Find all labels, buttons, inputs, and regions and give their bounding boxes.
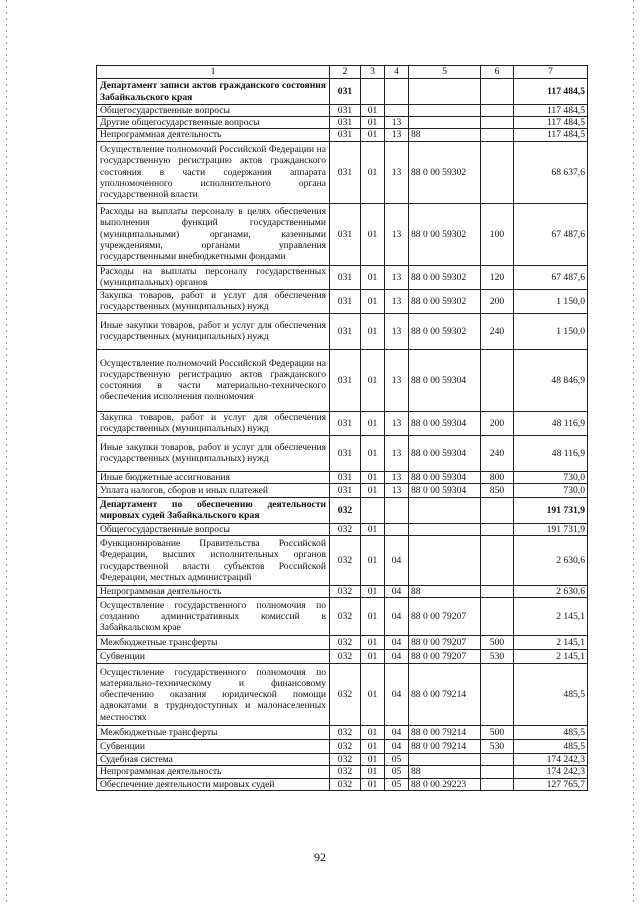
target-article-cell: 88 0 00 79214 (409, 664, 481, 726)
ministry-code-cell: 032 (330, 497, 361, 523)
amount-cell: 2 630,6 (514, 586, 588, 598)
target-article-cell: 88 0 00 79207 (409, 636, 481, 650)
ministry-code-cell: 031 (330, 265, 361, 289)
target-article-cell: 88 0 00 79214 (409, 726, 481, 740)
amount-cell: 191 731,9 (514, 523, 588, 535)
amount-cell: 127 765,7 (514, 778, 588, 790)
expense-type-cell (481, 766, 514, 778)
amount-cell: 48 116,9 (514, 411, 588, 435)
table-row (97, 740, 588, 754)
subsection-code-cell (385, 523, 409, 535)
table-row (97, 435, 588, 471)
ministry-code-cell: 031 (330, 349, 361, 411)
name-cell: Осуществление государственного полномочия по созданию административных комиссий в Забайкальском крае (97, 598, 330, 636)
table-row (97, 265, 588, 289)
section-code-cell: 01 (361, 766, 385, 778)
section-code-cell: 01 (361, 411, 385, 435)
expense-type-cell (481, 141, 514, 203)
target-article-cell (409, 117, 481, 129)
name-cell: Департамент записи актов гражданского состояния Забайкальского края (97, 79, 330, 105)
right-scan-edge (633, 0, 634, 905)
ministry-code-cell: 032 (330, 740, 361, 754)
expense-type-cell: 240 (481, 313, 514, 349)
section-code-cell: 01 (361, 313, 385, 349)
section-code-cell: 01 (361, 778, 385, 790)
section-code-cell: 01 (361, 536, 385, 586)
target-article-cell: 88 (409, 129, 481, 141)
name-cell: Иные закупки товаров, работ и услуг для обеспечения государственных (муниципальных) нужд (97, 435, 330, 471)
table-row (97, 636, 588, 650)
ministry-code-cell: 032 (330, 586, 361, 598)
ministry-code-cell: 032 (330, 536, 361, 586)
name-cell: Обеспечение деятельности мировых судей (97, 778, 330, 790)
target-article-cell (409, 536, 481, 586)
subsection-code-cell: 05 (385, 766, 409, 778)
subsection-code-cell: 04 (385, 586, 409, 598)
expense-type-cell: 530 (481, 650, 514, 664)
ministry-code-cell: 031 (330, 411, 361, 435)
header-cell-3: 3 (361, 66, 385, 79)
amount-cell: 1 150,0 (514, 289, 588, 313)
table-row (97, 471, 588, 483)
ministry-code-cell: 032 (330, 523, 361, 535)
name-cell: Осуществление полномочий Российской Федерации на государственную регистрацию актов гражданского состояния в части содержания аппарата уполномоченного исполнительного органа государственной власти (97, 141, 330, 203)
section-code-cell: 01 (361, 740, 385, 754)
ministry-code-cell: 031 (330, 129, 361, 141)
subsection-code-cell (385, 497, 409, 523)
section-code-cell: 01 (361, 265, 385, 289)
amount-cell: 117 484,5 (514, 79, 588, 105)
name-cell: Осуществление государственного полномочия по материально-техническому и финансовому обеспечению оказания юридической помощи адвокатами в труднодоступных и малонаселенных местностях (97, 664, 330, 726)
target-article-cell: 88 0 00 59304 (409, 471, 481, 483)
header-cell-7: 7 (514, 66, 588, 79)
subsection-code-cell: 13 (385, 117, 409, 129)
name-cell: Непрограммная деятельность (97, 766, 330, 778)
subsection-code-cell: 04 (385, 536, 409, 586)
section-code-cell: 01 (361, 636, 385, 650)
ministry-code-cell: 032 (330, 636, 361, 650)
amount-cell: 485,5 (514, 664, 588, 726)
name-cell: Функционирование Правительства Российской Федерации, высших исполнительных органов государственной власти субъектов Российской Федерации, местных администраций (97, 536, 330, 586)
ministry-code-cell: 032 (330, 778, 361, 790)
amount-cell: 174 242,3 (514, 766, 588, 778)
ministry-code-cell: 031 (330, 471, 361, 483)
ministry-code-cell: 031 (330, 117, 361, 129)
subsection-code-cell: 13 (385, 129, 409, 141)
table-row (97, 141, 588, 203)
subsection-code-cell: 04 (385, 664, 409, 726)
name-cell: Закупка товаров, работ и услуг для обеспечения государственных (муниципальных) нужд (97, 411, 330, 435)
table-row (97, 754, 588, 766)
amount-cell: 191 731,9 (514, 497, 588, 523)
section-code-cell: 01 (361, 289, 385, 313)
table-row (97, 766, 588, 778)
table-row (97, 650, 588, 664)
name-cell: Осуществление полномочий Российской Федерации на государственную регистрацию актов гражданского состояния в части материально-технического обеспечения исполнения полномочия (97, 349, 330, 411)
ministry-code-cell: 031 (330, 105, 361, 117)
section-code-cell: 01 (361, 349, 385, 411)
table-row (97, 349, 588, 411)
amount-cell: 1 150,0 (514, 313, 588, 349)
name-cell: Общегосударственные вопросы (97, 105, 330, 117)
name-cell: Уплата налогов, сборов и иных платежей (97, 483, 330, 497)
table-row (97, 523, 588, 535)
table-body (97, 66, 588, 791)
amount-cell: 485,5 (514, 740, 588, 754)
subsection-code-cell: 04 (385, 636, 409, 650)
amount-cell: 117 484,5 (514, 105, 588, 117)
left-scan-edge (6, 0, 7, 905)
target-article-cell: 88 0 00 59302 (409, 141, 481, 203)
column-number-header (97, 66, 588, 79)
table-row (97, 129, 588, 141)
section-code-cell: 01 (361, 586, 385, 598)
expense-type-cell: 200 (481, 411, 514, 435)
ministry-code-cell: 031 (330, 289, 361, 313)
name-cell: Межбюджетные трансферты (97, 636, 330, 650)
subsection-code-cell (385, 105, 409, 117)
subsection-code-cell: 04 (385, 726, 409, 740)
expense-type-cell (481, 497, 514, 523)
section-code-cell: 01 (361, 471, 385, 483)
table-row (97, 483, 588, 497)
name-cell: Общегосударственные вопросы (97, 523, 330, 535)
name-cell: Закупка товаров, работ и услуг для обеспечения государственных (муниципальных) нужд (97, 289, 330, 313)
target-article-cell: 88 0 00 59304 (409, 483, 481, 497)
amount-cell: 67 487,6 (514, 265, 588, 289)
section-code-cell: 01 (361, 650, 385, 664)
name-cell: Межбюджетные трансферты (97, 726, 330, 740)
target-article-cell: 88 0 00 59304 (409, 435, 481, 471)
name-cell: Расходы на выплаты персоналу государственных (муниципальных) органов (97, 265, 330, 289)
target-article-cell: 88 0 00 59302 (409, 289, 481, 313)
amount-cell: 67 487,6 (514, 203, 588, 265)
expense-type-cell (481, 523, 514, 535)
subsection-code-cell: 04 (385, 740, 409, 754)
header-cell-1: 1 (97, 66, 330, 79)
expense-type-cell (481, 598, 514, 636)
name-cell: Судебная система (97, 754, 330, 766)
expense-type-cell (481, 754, 514, 766)
target-article-cell: 88 (409, 766, 481, 778)
expense-type-cell (481, 105, 514, 117)
ministry-code-cell: 031 (330, 79, 361, 105)
target-article-cell: 88 0 00 29223 (409, 778, 481, 790)
table-row (97, 598, 588, 636)
amount-cell: 48 846,9 (514, 349, 588, 411)
ministry-code-cell: 032 (330, 726, 361, 740)
target-article-cell: 88 0 00 59302 (409, 203, 481, 265)
amount-cell: 485,5 (514, 726, 588, 740)
header-cell-4: 4 (385, 66, 409, 79)
target-article-cell: 88 0 00 79214 (409, 740, 481, 754)
amount-cell: 68 637,6 (514, 141, 588, 203)
name-cell: Иные закупки товаров, работ и услуг для обеспечения государственных (муниципальных) нужд (97, 313, 330, 349)
target-article-cell: 88 0 00 59304 (409, 349, 481, 411)
amount-cell: 2 145,1 (514, 650, 588, 664)
budget-table (96, 65, 588, 791)
expense-type-cell (481, 536, 514, 586)
ministry-code-cell: 031 (330, 483, 361, 497)
section-code-cell: 01 (361, 523, 385, 535)
table-row (97, 411, 588, 435)
table-row (97, 726, 588, 740)
amount-cell: 174 242,3 (514, 754, 588, 766)
table-row (97, 497, 588, 523)
section-code-cell: 01 (361, 598, 385, 636)
amount-cell: 117 484,5 (514, 117, 588, 129)
name-cell: Непрограммная деятельность (97, 129, 330, 141)
amount-cell: 117 484,5 (514, 129, 588, 141)
subsection-code-cell: 13 (385, 411, 409, 435)
target-article-cell: 88 0 00 59304 (409, 411, 481, 435)
amount-cell: 48 116,9 (514, 435, 588, 471)
expense-type-cell: 530 (481, 740, 514, 754)
ministry-code-cell: 031 (330, 435, 361, 471)
ministry-code-cell: 031 (330, 203, 361, 265)
table-row (97, 586, 588, 598)
name-cell: Другие общегосударственные вопросы (97, 117, 330, 129)
section-code-cell: 01 (361, 117, 385, 129)
expense-type-cell (481, 349, 514, 411)
subsection-code-cell: 13 (385, 435, 409, 471)
target-article-cell: 88 0 00 79207 (409, 650, 481, 664)
target-article-cell: 88 0 00 59302 (409, 265, 481, 289)
subsection-code-cell: 13 (385, 265, 409, 289)
expense-type-cell: 240 (481, 435, 514, 471)
subsection-code-cell: 13 (385, 471, 409, 483)
header-cell-2: 2 (330, 66, 361, 79)
table-row (97, 203, 588, 265)
ministry-code-cell: 032 (330, 598, 361, 636)
section-code-cell: 01 (361, 483, 385, 497)
subsection-code-cell: 04 (385, 598, 409, 636)
target-article-cell (409, 497, 481, 523)
target-article-cell: 88 (409, 586, 481, 598)
subsection-code-cell: 13 (385, 203, 409, 265)
amount-cell: 2 145,1 (514, 598, 588, 636)
subsection-code-cell: 13 (385, 313, 409, 349)
expense-type-cell: 850 (481, 483, 514, 497)
ministry-code-cell: 031 (330, 313, 361, 349)
ministry-code-cell: 032 (330, 766, 361, 778)
expense-type-cell (481, 664, 514, 726)
table-row (97, 664, 588, 726)
name-cell: Субвенции (97, 740, 330, 754)
expense-type-cell (481, 117, 514, 129)
amount-cell: 2 145,1 (514, 636, 588, 650)
page-number: 92 (314, 850, 326, 864)
subsection-code-cell: 05 (385, 778, 409, 790)
expense-type-cell: 120 (481, 265, 514, 289)
header-cell-5: 5 (409, 66, 481, 79)
ministry-code-cell: 032 (330, 664, 361, 726)
table-row (97, 117, 588, 129)
target-article-cell (409, 754, 481, 766)
subsection-code-cell: 13 (385, 483, 409, 497)
table-row (97, 289, 588, 313)
name-cell: Иные бюджетные ассигнования (97, 471, 330, 483)
section-code-cell: 01 (361, 141, 385, 203)
expense-type-cell (481, 778, 514, 790)
name-cell: Субвенции (97, 650, 330, 664)
target-article-cell (409, 79, 481, 105)
name-cell: Департамент по обеспечению деятельности мировых судей Забайкальского края (97, 497, 330, 523)
amount-cell: 2 630,6 (514, 536, 588, 586)
subsection-code-cell: 13 (385, 141, 409, 203)
section-code-cell: 01 (361, 203, 385, 265)
expense-type-cell: 500 (481, 726, 514, 740)
ministry-code-cell: 032 (330, 650, 361, 664)
ministry-code-cell: 032 (330, 754, 361, 766)
target-article-cell (409, 523, 481, 535)
subsection-code-cell: 04 (385, 650, 409, 664)
table-row (97, 778, 588, 790)
section-code-cell (361, 79, 385, 105)
name-cell: Непрограммная деятельность (97, 586, 330, 598)
subsection-code-cell: 13 (385, 349, 409, 411)
table-row (97, 105, 588, 117)
header-cell-6: 6 (481, 66, 514, 79)
amount-cell: 730,0 (514, 471, 588, 483)
expense-type-cell: 800 (481, 471, 514, 483)
table-row (97, 79, 588, 105)
section-code-cell: 01 (361, 726, 385, 740)
table-row (97, 536, 588, 586)
expense-type-cell (481, 129, 514, 141)
expense-type-cell: 200 (481, 289, 514, 313)
target-article-cell: 88 0 00 59302 (409, 313, 481, 349)
expense-type-cell: 500 (481, 636, 514, 650)
section-code-cell: 01 (361, 664, 385, 726)
subsection-code-cell: 05 (385, 754, 409, 766)
section-code-cell: 01 (361, 129, 385, 141)
amount-cell: 730,0 (514, 483, 588, 497)
expense-type-cell: 100 (481, 203, 514, 265)
section-code-cell (361, 497, 385, 523)
subsection-code-cell: 13 (385, 289, 409, 313)
target-article-cell: 88 0 00 79207 (409, 598, 481, 636)
table-row (97, 313, 588, 349)
target-article-cell (409, 105, 481, 117)
name-cell: Расходы на выплаты персоналу в целях обеспечения выполнения функций государственными (муниципальными) органами, казенными учреждениями, органами управления государственными внебюджетными фондами (97, 203, 330, 265)
subsection-code-cell (385, 79, 409, 105)
section-code-cell: 01 (361, 435, 385, 471)
ministry-code-cell: 031 (330, 141, 361, 203)
section-code-cell: 01 (361, 754, 385, 766)
section-code-cell: 01 (361, 105, 385, 117)
expense-type-cell (481, 79, 514, 105)
expense-type-cell (481, 586, 514, 598)
